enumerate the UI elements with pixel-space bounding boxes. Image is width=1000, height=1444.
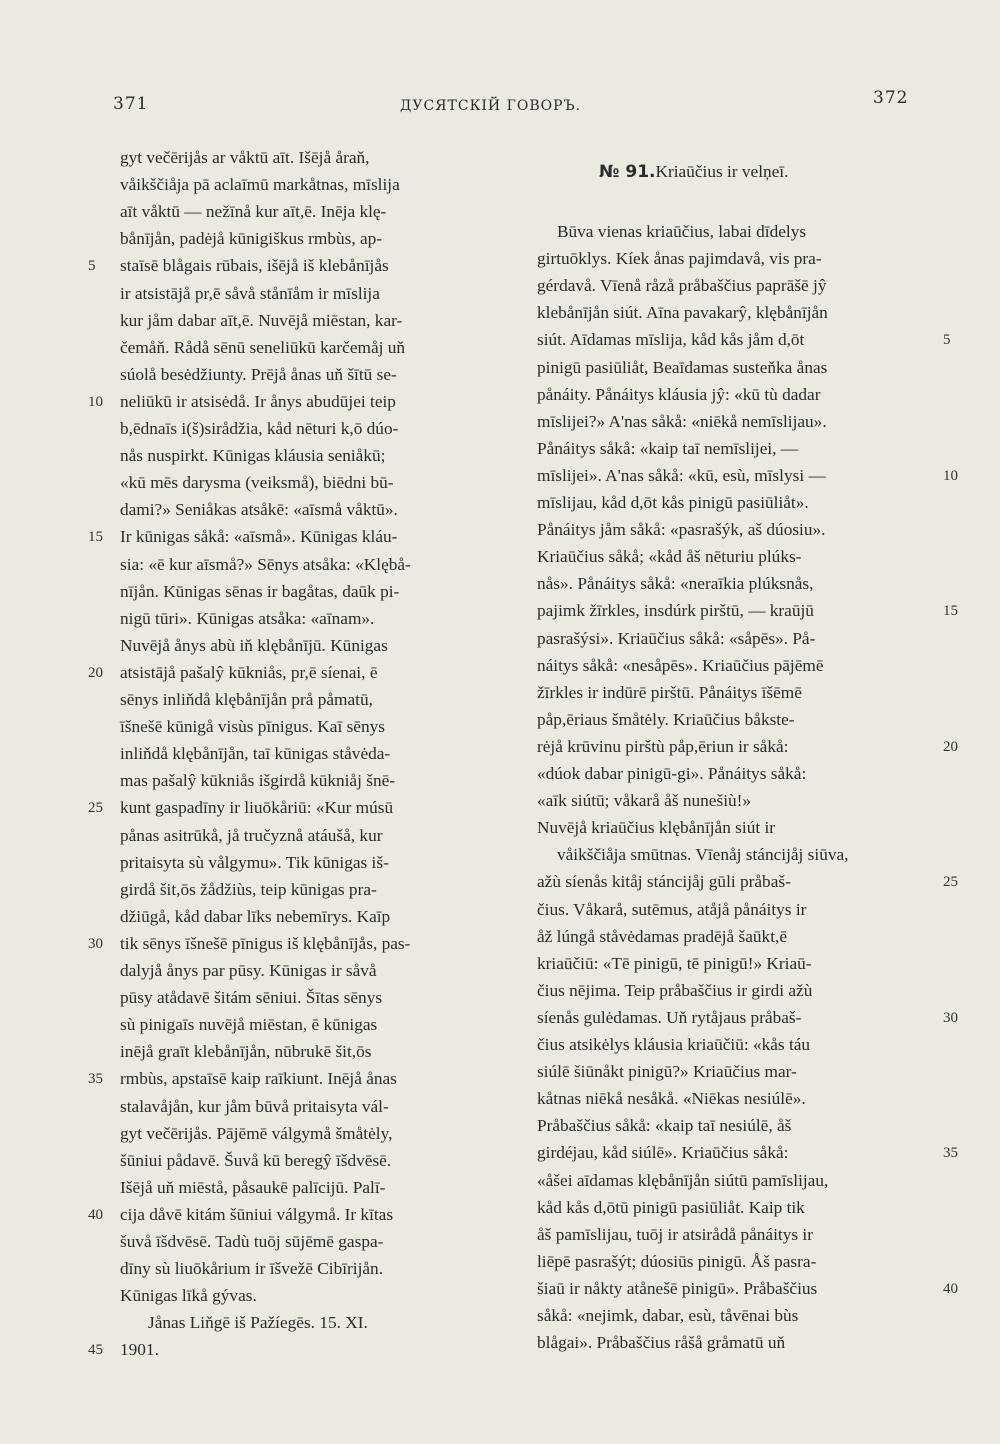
text-line: mas pašalŷ kūkniås išgirdå kūkniåj šnē- [120,771,396,791]
story-title: Kriaūčius ir velņeī. [655,162,789,181]
left-line-number: 5 [88,258,96,275]
text-line: atsistājå pašalŷ kūkniås, pr,ē síenai, ē [120,662,378,682]
text-line: tik sēnys īšnešē pīnigus iš klębånījås, pas- [120,933,411,953]
left-line-number: 30 [88,935,103,952]
text-line: Kriaūčius såkå; «kåd åš nēturiu plúks- [537,547,802,567]
text-line: pasrašýsi». Kriaūčius såkå: «såpēs». På- [537,628,816,648]
text-line: kåd kås d,ōtū pinigū pasiūliåt. Kaip tik [537,1197,805,1217]
text-line: inējå graīt klebånījån, nūbrukē šit,ōs [120,1042,372,1062]
text-line: Pånáitys jåm såkå: «pasrašýk, aš dúosiu». [537,520,826,540]
text-line: girdå šit,ōs žådžiùs, teip kūnigas pra- [120,879,377,899]
text-line: staīsē blågais rūbais, išējå iš klebånījås [120,256,389,276]
text-line: ažù síenås kitåj stáncijåj gūli pråbaš- [537,872,791,892]
text-line: nås». Pånáitys såkå: «neraīkia plúksnås, [537,574,814,594]
text-line: ir atsistājå pr,ē såvå stånīåm ir mīslija [120,283,380,303]
text-line: nījån. Kūnigas sēnas ir bagåtas, daūk pi- [120,581,400,601]
text-line: mīslijei». A'nas såkå: «kū, esù, mīslysi — [537,465,826,485]
text-line: džiūgå, kåd dabar līks nebemīrys. Kaīp [120,906,391,926]
text-line: sù pinigaīs nuvējå miēstan, ē kūnigas [120,1015,378,1035]
text-line: nås nuspirkt. Kūnigas kláusia seniåkū; [120,446,386,466]
text-line: sēnys inliňdå klębånījån prå påmatū, [120,690,373,709]
text-line: dami?» Seniåkas atsåkē: «aīsmå våktū». [120,500,398,520]
text-line: Būva vienas kriaūčius, labai dīdelys [557,222,807,241]
text-line: Ir kūnigas såkå: «aīsmå». Kūnigas kláu- [120,527,398,547]
text-line: «åšei aīdamas klębånījån siútū pamīslijau, [537,1170,829,1190]
text-line: dīny sù liuōkårium ir īšvežē Cibīrijån. [120,1259,384,1279]
text-line: neliūkū ir atsisėdå. Ir ånys abudūjei teip [120,391,396,411]
text-line: åš pamīslijau, tuōj ir atsirådå pånáitys ir [537,1224,813,1244]
text-line: Kūnigas līkå gývas. [120,1286,257,1306]
text-line: kur jåm dabar aīt,ē. Nuvējå miēstan, kar- [120,310,403,330]
text-line: våikščiåja smūtnas. Vīenåj stáncijåj siūva, [557,845,849,865]
right-line-number: 5 [943,332,951,349]
text-line: súolå besėdžiunty. Prējå ånas uň šītū se- [120,364,397,384]
text-line: siút. Aīdamas mīslija, kåd kås jåm d,ōt [537,330,805,350]
text-line: kåtnas niēkå nesåkå. «Niēkas nesiúlē». [537,1089,806,1109]
text-line: čemåň. Rådå sēnū seneliūkū karčemåj uň [120,337,406,357]
text-line: náitys såkå: «nesåpēs». Kriaūčius pājēmē [537,655,824,675]
text-line: rmbùs, apstaīsē kaip raīkiunt. Inējå ånas [120,1069,397,1089]
running-title: ДУСЯТСКІЙ ГОВОРЪ. [400,98,582,114]
text-line: šūniui pådavē. Šuvå kū beregŷ īšdvēsē. [120,1150,392,1170]
text-line: čius atsikėlys kláusia kriaūčiū: «kås táu [537,1035,811,1054]
text-line: siúlē šiūnåkt pinigū?» Kriaūčius mar- [537,1062,797,1082]
text-line: mīslijei?» A'nas såkå: «niēkå nemīslijau». [537,411,827,431]
left-line-number: 10 [88,393,103,410]
story-number: № 91. [599,162,656,182]
left-line-number: 20 [88,664,103,681]
text-line: aīt våktū — nežīnå kur aīt,ē. Inēja klę- [120,202,387,222]
text-line: b,ēdnaīs i(š)sirådžia, kåd nēturi k,ō dúo- [120,419,399,438]
left-line-number: 25 [88,800,103,817]
right-line-number: 15 [943,603,958,620]
text-line: pånas asitrūkå, jå tručyznå atáušå, kur [120,825,383,845]
text-line: gérdavå. Vīenå råzå pråbaščius paprāšē jŷ [537,276,827,296]
text-line: sia: «ē kur aīsmå?» Sēnys atsåka: «Klębå- [120,554,411,574]
text-line: Jånas Liňgē iš Pažíegēs. 15. XI. [148,1313,368,1333]
text-line: «dúok dabar pinigū-gi». Pånáitys såkå: [537,764,807,783]
right-line-number: 40 [943,1280,958,1297]
text-line: Pånáitys såkå: «kaip taī nemīslijei, — [537,438,799,458]
text-line: bånījån, padėjå kūnigiškus rmbùs, ap- [120,229,383,249]
text-line: nigū tūri». Kūnigas atsåka: «aīnam». [120,608,375,628]
running-header [0,88,1000,118]
text-line: rėjå krūvinu pirštù påp,ēriun ir såkå: [537,736,789,756]
text-line: stalavåjån, kur jåm būvå pritaisyta vál- [120,1096,389,1116]
text-line: gyt večērijås. Pājēmē válgymå šmåtėly, [120,1123,393,1143]
text-line: Pråbaščius såkå: «kaip taī nesiúlē, åš [537,1116,792,1136]
text-line: «kū mēs darysma (veiksmå), biēdni bū- [120,473,394,493]
text-line: pritaisyta sù vålgymu». Tik kūnigas iš- [120,852,389,872]
text-line: klebånījån siút. Aīna pavakarŷ, klębånījån [537,303,828,323]
left-line-number: 40 [88,1206,103,1223]
text-line: Nuvējå kriaūčius klębånījån siút ir [537,818,776,838]
text-line: pånáity. Pånáitys kláusia jŷ: «kū tù dadar [537,384,821,404]
left-line-number: 15 [88,529,103,546]
text-line: žīrkles ir indūrē pirštū. Pånáitys īšēmē [537,682,802,702]
text-line: īšnešē kūnigå visùs pīnigus. Kaī sēnys [120,717,385,737]
text-line: Nuvējå ånys abù iň klębånījū. Kūnigas [120,635,388,655]
text-line: dalyjå ånys par pūsy. Kūnigas ir såvå [120,961,377,980]
text-line: Išējå uň miēstå, påsaukē palīcijū. Palī- [120,1177,386,1197]
text-line: 1901. [120,1340,159,1360]
text-line: gyt večērijås ar våktū aīt. Išējå åraň, [120,148,370,167]
text-line: våikščiåja pā aclaīmū markåtnas, mīslija [120,175,400,195]
text-line: liēpē pasrašýt; dúosiūs pinigū. Åš pasra- [537,1251,817,1271]
text-line: åž lúngå ståvėdamas pradējå šaūkt,ē [537,926,787,946]
text-line: girdéjau, kåd siúlē». Kriaūčius såkå: [537,1143,789,1163]
text-line: pajimk žīrkles, insdúrk pirštū, — kraūjū [537,601,814,621]
right-line-number: 25 [943,874,958,891]
text-line: påp,ēriaus šmåtėly. Kriaūčius båkste- [537,709,795,729]
text-line: mīslijau, kåd d,ōt kås pinigū pasiūliåt». [537,493,809,512]
text-line: kunt gaspadīny ir liuōkåriū: «Kur músū [120,798,394,818]
left-line-number: 35 [88,1071,103,1088]
right-page-number: 372 [873,88,909,108]
right-line-number: 20 [943,738,958,755]
story-heading [599,160,788,184]
text-line: síenås gulėdamas. Uň rytåjaus pråbaš- [537,1007,802,1027]
text-line: pūsy atådavē šitám sēniui. Šītas sēnys [120,988,383,1008]
text-line: inliňdå klębånījån, taī kūnigas ståvėda- [120,744,391,764]
text-line: girtuōklys. Kíek ånas pajimdavå, vis pra- [537,249,822,269]
text-line: šuvå īšdvēsē. Tadù tuōj sūjēmē gaspa- [120,1232,384,1251]
text-line: cija dåvē kitám šūniui válgymå. Ir kītas [120,1204,394,1224]
left-line-number: 45 [88,1342,103,1359]
text-line: pinigū pasiūliåt, Beaīdamas susteňka ånas [537,357,828,377]
text-line: «aīk siútū; våkarå åš nunešiù!» [537,791,752,811]
text-line: šiaū ir nåkty atånešē pinigū». Pråbaščius [537,1278,818,1298]
text-line: čius nējima. Teip pråbaščius ir girdi ažù [537,980,813,1000]
right-line-number: 10 [943,467,958,484]
text-line: kriaūčiū: «Tē pinigū, tē pinigū!» Kriaū- [537,953,812,973]
text-line: čius. Våkarå, sutēmus, atåjå pånáitys ir [537,899,807,919]
right-line-number: 35 [943,1145,958,1162]
right-line-number: 30 [943,1009,958,1026]
text-line: blågai». Pråbaščius råšå gråmatū uň [537,1333,786,1353]
text-line: såkå: «nejimk, dabar, esù, tåvēnai bùs [537,1306,799,1325]
left-page-number: 371 [113,94,149,114]
